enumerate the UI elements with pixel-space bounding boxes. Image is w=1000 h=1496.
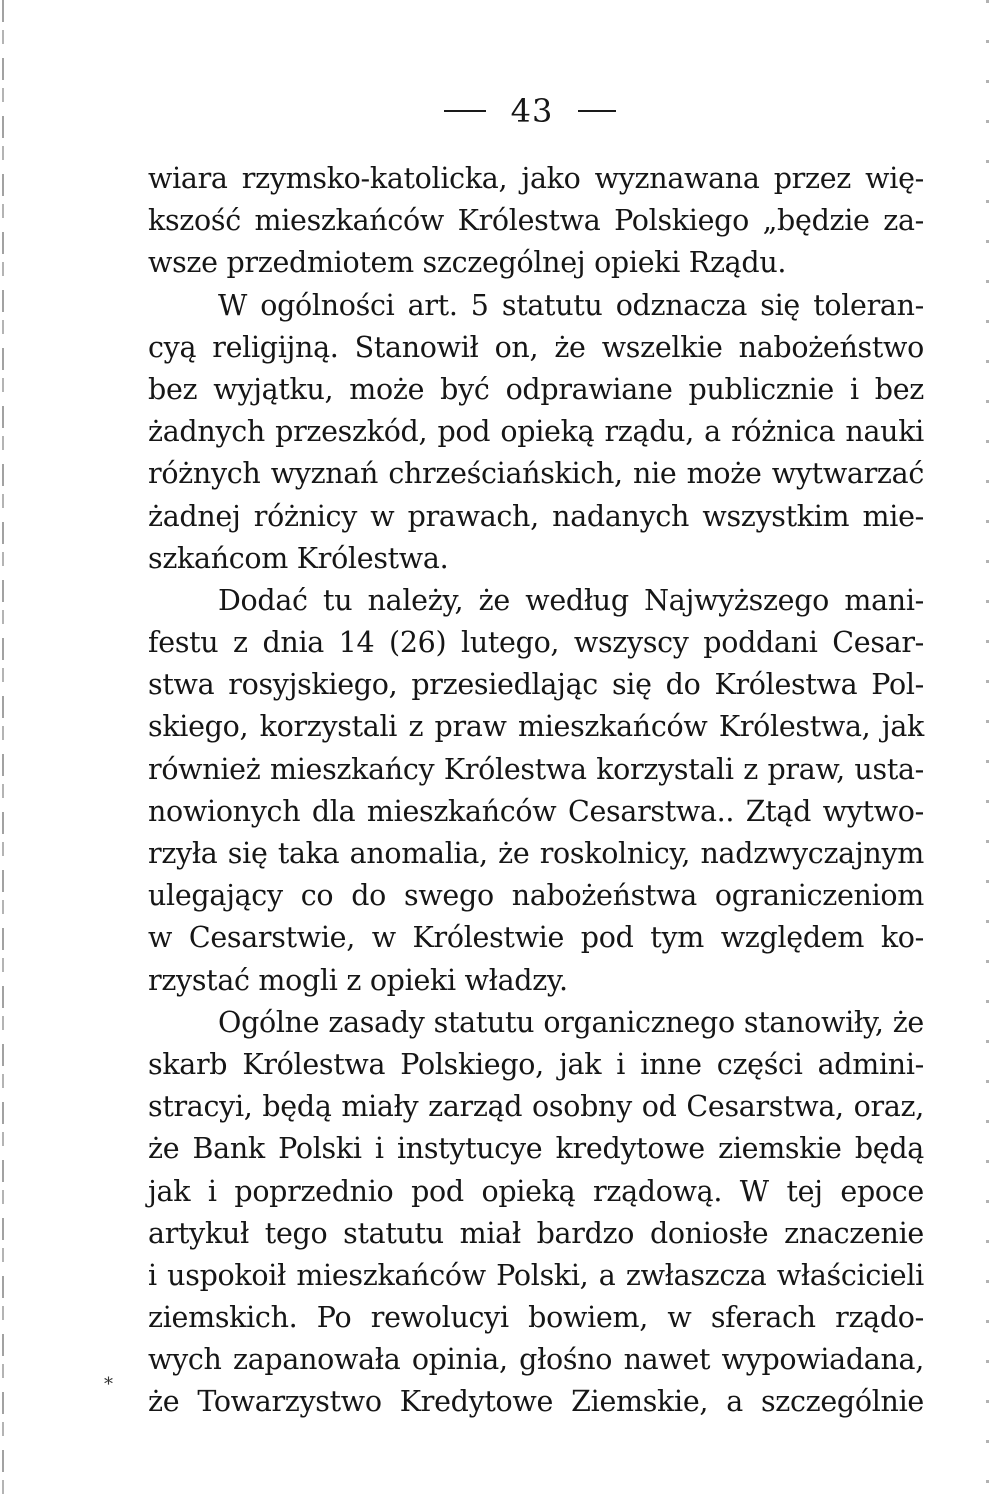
page-header	[0, 86, 1000, 136]
text-line: rzystać mogli z opieki władzy.	[148, 963, 568, 997]
text-line: Dodać tu należy, że według Najwyższego mani-	[218, 583, 924, 617]
text-line: różnych wyznań chrześciańskich, nie może wytwarzać	[148, 457, 924, 491]
text-line: stracyi, będą miały zarząd osobny od Cesarstwa, oraz,	[148, 1090, 924, 1124]
text-line: wiara rzymsko-katolicka, jako wyznawana przez wię-	[148, 162, 924, 195]
text-line: kszość mieszkańców Królestwa Polskiego „będzie za-	[148, 204, 924, 238]
page-right-edge	[986, 0, 989, 1496]
text-line: wych zapanowała opinia, głośno nawet wypowiadana,	[148, 1343, 924, 1377]
text-line: W ogólności art. 5 statutu odznacza się toleran-	[218, 288, 924, 322]
text-line: bez wyjątku, może być odprawiane publicznie i bez	[148, 372, 924, 406]
text-line: że Bank Polski i instytucye kredytowe ziemskie będą	[148, 1132, 924, 1166]
text-line: cyą religijną. Stanowił on, że wszelkie nabożeństwo	[148, 330, 924, 364]
text-line: skarb Królestwa Polskiego, jak i inne części admini-	[148, 1047, 924, 1081]
margin-mark: *	[104, 1374, 113, 1395]
page-number: 43	[510, 92, 554, 130]
text-line: skiego, korzystali z praw mieszkańców Królestwa, jak	[148, 710, 924, 744]
text-line: również mieszkańcy Królestwa korzystali z praw, usta-	[148, 752, 924, 786]
text-line: ulegający co do swego nabożeństwa ograniczeniom	[148, 879, 924, 913]
page-left-edge	[2, 0, 4, 1496]
text-line: festu z dnia 14 (26) lutego, wszyscy poddani Cesar-	[148, 626, 924, 660]
header-dash-left	[444, 110, 486, 112]
text-line: Ogólne zasady statutu organicznego stanowiły, że	[218, 1005, 924, 1039]
text-line: wsze przedmiotem szczególnej opieki Rządu.	[148, 246, 787, 280]
text-line: że Towarzystwo Kredytowe Ziemskie, a szczególnie	[148, 1385, 924, 1419]
text-line: stwa rosyjskiego, przesiedlając się do Królestwa Pol-	[148, 668, 924, 702]
text-line: i uspokoił mieszkańców Polski, a zwłaszcza właścicieli	[148, 1258, 924, 1292]
text-line: ziemskich. Po rewolucyi bowiem, w sferach rządo-	[148, 1301, 924, 1335]
body-text	[148, 158, 924, 1424]
text-line: żadnych przeszkód, pod opieką rządu, a różnica nauki	[148, 415, 924, 449]
header-dash-right	[578, 110, 616, 112]
text-line: w Cesarstwie, w Królestwie pod tym względem ko-	[148, 921, 924, 955]
text-line: nowionych dla mieszkańców Cesarstwa.. Ztąd wytwo-	[148, 794, 924, 828]
text-line: jak i poprzednio pod opieką rządową. W tej epoce	[148, 1174, 924, 1208]
text-line: artykuł tego statutu miał bardzo doniosłe znaczenie	[148, 1216, 924, 1250]
text-line: żadnej różnicy w prawach, nadanych wszystkim mie-	[148, 499, 924, 533]
text-line: szkańcom Królestwa.	[148, 541, 449, 575]
text-line: rzyła się taka anomalia, że roskolnicy, nadzwyczajnym	[148, 837, 924, 870]
